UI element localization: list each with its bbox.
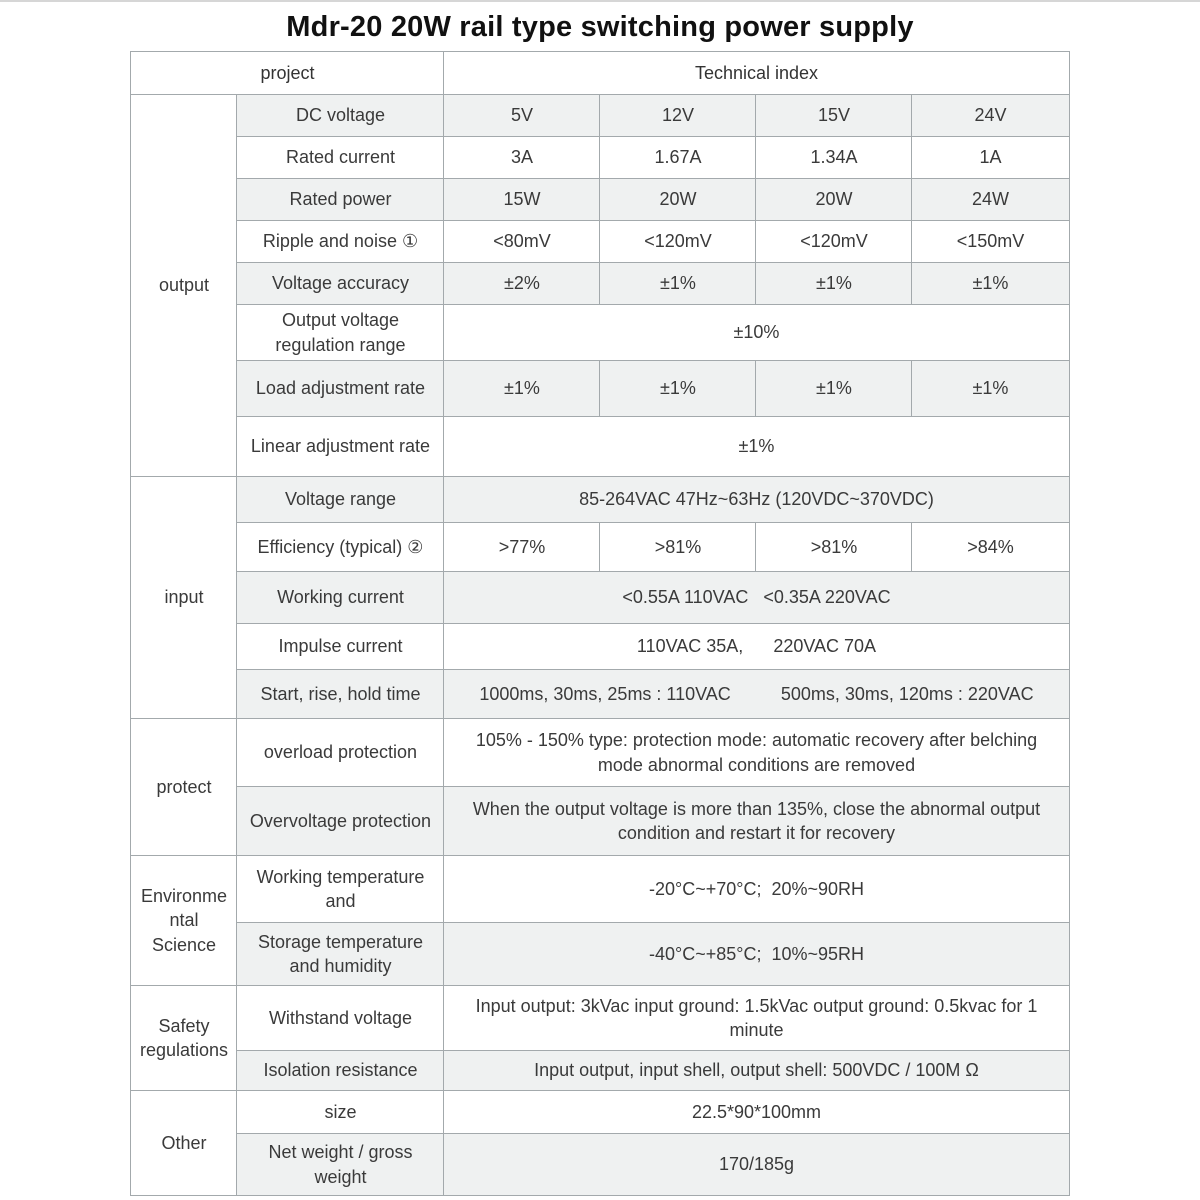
value-cell: ±1% — [444, 417, 1069, 477]
value-cell: 85-264VAC 47Hz~63Hz (120VDC~370VDC) — [444, 477, 1069, 523]
value-cell: When the output voltage is more than 135%, close the abnormal output condition and restart it for recovery — [444, 787, 1069, 856]
value-cell: -20°C~+70°C; 20%~90RH — [444, 856, 1069, 923]
value-cell: -40°C~+85°C; 10%~95RH — [444, 923, 1069, 986]
param-working-temperature: Working temperature and — [237, 856, 444, 923]
param-rated-current: Rated current — [237, 137, 444, 179]
value-cell: Input output, input shell, output shell: 500VDC / 100M Ω — [444, 1051, 1069, 1091]
page-title: Mdr-20 20W rail type switching power supply — [286, 11, 914, 43]
value-cell: 110VAC 35A, 220VAC 70A — [444, 624, 1069, 670]
param-rated-power: Rated power — [237, 179, 444, 221]
value-cell: <80mV — [444, 221, 600, 263]
param-efficiency: Efficiency (typical) ② — [237, 523, 444, 572]
value-cell: 24W — [912, 179, 1069, 221]
group-other: Other — [131, 1091, 237, 1196]
param-net-weight: Net weight / gross weight — [237, 1134, 444, 1196]
value-cell: >84% — [912, 523, 1069, 572]
value-cell: 3A — [444, 137, 600, 179]
param-isolation-resistance: Isolation resistance — [237, 1051, 444, 1091]
param-start-rise-hold: Start, rise, hold time — [237, 670, 444, 719]
value-cell: 24V — [912, 95, 1069, 137]
value-cell: <150mV — [912, 221, 1069, 263]
param-dc-voltage: DC voltage — [237, 95, 444, 137]
value-cell: 20W — [756, 179, 912, 221]
header-technical-index: Technical index — [444, 52, 1069, 95]
value-cell: 105% - 150% type: protection mode: automatic recovery after belching mode abnormal conditions are removed — [444, 719, 1069, 787]
param-impulse-current: Impulse current — [237, 624, 444, 670]
value-cell: ±1% — [912, 361, 1069, 417]
group-protect: protect — [131, 719, 237, 856]
value-cell: 1A — [912, 137, 1069, 179]
value-cell: 22.5*90*100mm — [444, 1091, 1069, 1134]
param-ripple-noise: Ripple and noise ① — [237, 221, 444, 263]
param-withstand-voltage: Withstand voltage — [237, 986, 444, 1051]
value-cell: 15V — [756, 95, 912, 137]
value-cell: ±1% — [756, 361, 912, 417]
value-cell: Input output: 3kVac input ground: 1.5kVac output ground: 0.5kvac for 1 minute — [444, 986, 1069, 1051]
value-cell: ±1% — [444, 361, 600, 417]
group-output: output — [131, 95, 237, 477]
value-cell: ±1% — [600, 263, 756, 305]
value-cell: 20W — [600, 179, 756, 221]
header-project: project — [131, 52, 444, 95]
value-cell: >77% — [444, 523, 600, 572]
value-cell: 170/185g — [444, 1134, 1069, 1196]
value-cell: ±1% — [756, 263, 912, 305]
value-cell: ±1% — [600, 361, 756, 417]
param-overload-protection: overload protection — [237, 719, 444, 787]
param-voltage-range: Voltage range — [237, 477, 444, 523]
value-cell: >81% — [756, 523, 912, 572]
value-cell: 15W — [444, 179, 600, 221]
param-linear-adjustment: Linear adjustment rate — [237, 417, 444, 477]
param-working-current: Working current — [237, 572, 444, 624]
param-storage-temperature: Storage temperature and humidity — [237, 923, 444, 986]
value-cell: 1.67A — [600, 137, 756, 179]
param-regulation-range: Output voltage regulation range — [237, 305, 444, 361]
value-cell: 1000ms, 30ms, 25ms : 110VAC 500ms, 30ms, 120ms : 220VAC — [444, 670, 1069, 719]
value-cell: ±10% — [444, 305, 1069, 361]
value-cell: 1.34A — [756, 137, 912, 179]
value-cell: 5V — [444, 95, 600, 137]
value-cell: <120mV — [756, 221, 912, 263]
group-input: input — [131, 477, 237, 719]
value-cell: ±1% — [912, 263, 1069, 305]
param-load-adjustment: Load adjustment rate — [237, 361, 444, 417]
spec-table — [130, 51, 1069, 1196]
value-cell: <0.55A 110VAC <0.35A 220VAC — [444, 572, 1069, 624]
group-safety-regulations: Safety regulations — [131, 986, 237, 1091]
value-cell: ±2% — [444, 263, 600, 305]
param-voltage-accuracy: Voltage accuracy — [237, 263, 444, 305]
param-overvoltage-protection: Overvoltage protection — [237, 787, 444, 856]
value-cell: 12V — [600, 95, 756, 137]
value-cell: <120mV — [600, 221, 756, 263]
param-size: size — [237, 1091, 444, 1134]
value-cell: >81% — [600, 523, 756, 572]
group-environmental: Environmental Science — [131, 856, 237, 986]
